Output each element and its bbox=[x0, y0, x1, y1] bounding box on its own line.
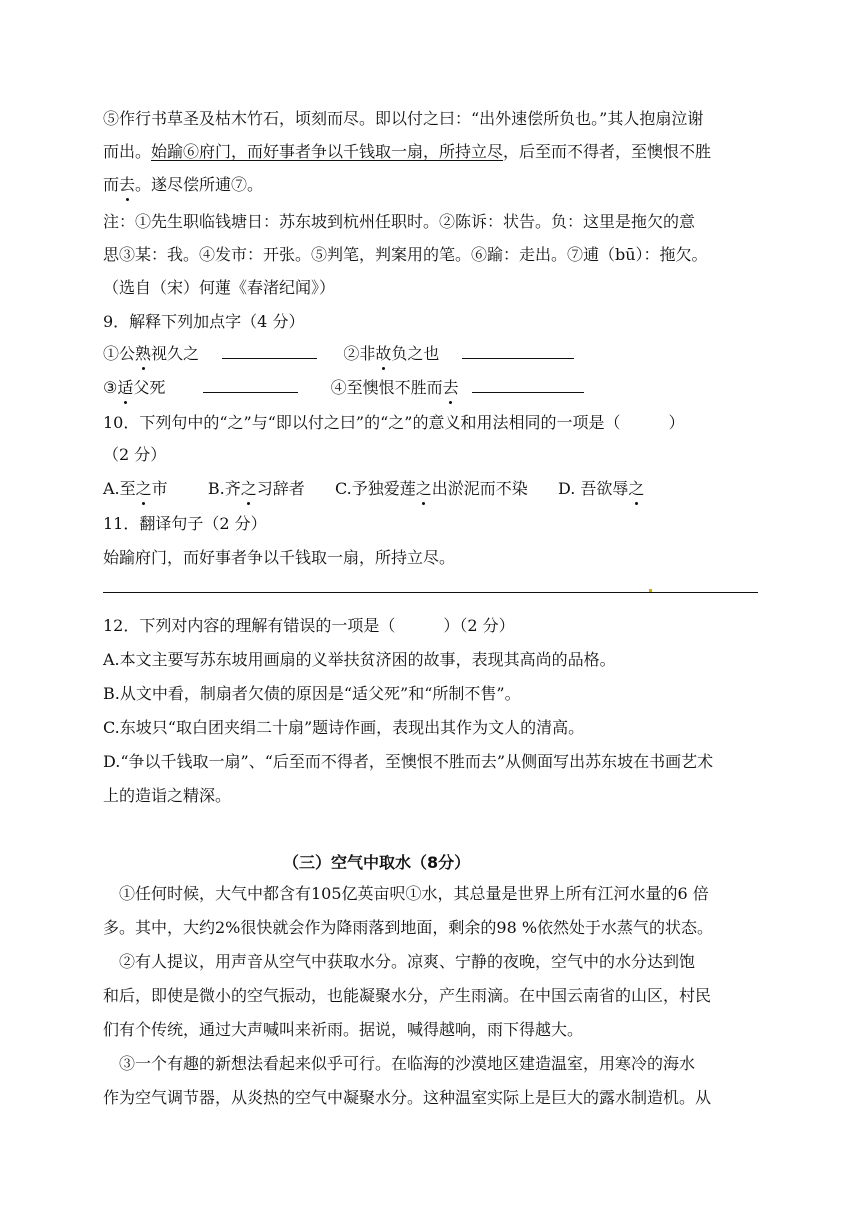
notes-line: （选自（宋）何蓮《春渚纪闻》） bbox=[103, 278, 336, 297]
item-text: 父死 bbox=[133, 378, 166, 397]
item-text: ③ bbox=[103, 378, 118, 397]
paragraph-line: ③一个有趣的新想法看起来似乎可行。在临海的沙漠地区建造温室，用寒冷的海水 bbox=[119, 1054, 696, 1073]
dotted-character: 之 bbox=[628, 479, 645, 498]
underlined-sentence: 始踰⑥府门，而好事者争以千钱取一扇，所持立尽 bbox=[151, 142, 504, 161]
question-9-title: 9．解释下列加点字（4 分） bbox=[103, 312, 305, 331]
stray-mark bbox=[649, 589, 652, 592]
question-10-options bbox=[103, 478, 644, 500]
option-text: A.至 bbox=[103, 479, 136, 498]
item-text: ④至懊恨不胜而 bbox=[330, 378, 443, 397]
answer-blank[interactable] bbox=[472, 378, 584, 393]
question-9-row-2 bbox=[103, 377, 584, 399]
dotted-character: 之 bbox=[415, 479, 432, 498]
option-b[interactable] bbox=[208, 479, 305, 498]
question-9-row-1 bbox=[103, 343, 574, 365]
option-text: 习辞者 bbox=[256, 479, 305, 498]
paragraph-line: 们有个传统，通过大声喊叫来祈雨。据说，喊得越响，雨下得越大。 bbox=[103, 1020, 584, 1039]
option-d[interactable]: D.“争以千钱取一扇”、“后至而不得者，至懊恨不胜而去”从侧面写出苏东坡在书画艺术 bbox=[103, 752, 714, 771]
option-c[interactable] bbox=[335, 479, 528, 498]
passage-line: ⑤作行书草圣及枯木竹石，顷刻而尽。即以付之曰：“出外速偿所负也。”其人抱扇泣谢 bbox=[103, 109, 704, 128]
passage-line bbox=[103, 174, 263, 196]
passage-text: 而出。 bbox=[103, 142, 152, 161]
option-a[interactable] bbox=[103, 479, 168, 498]
passage-line bbox=[103, 141, 711, 163]
notes-line: 注：①先生职临钱塘日：苏东坡到杭州任职时。②陈诉：状告。负：这里是拖欠的意 bbox=[103, 212, 696, 231]
answer-blank[interactable] bbox=[222, 344, 317, 359]
answer-blank[interactable] bbox=[462, 344, 574, 359]
answer-line[interactable] bbox=[103, 592, 758, 593]
section-heading: （三）空气中取水（8分） bbox=[283, 853, 471, 872]
answer-blank[interactable] bbox=[203, 378, 298, 393]
option-text: D. 吾欲辱 bbox=[557, 479, 629, 498]
dotted-character: 故 bbox=[375, 344, 392, 363]
option-d-continued: 上的造诣之精深。 bbox=[103, 786, 232, 805]
dotted-character: 之 bbox=[240, 479, 257, 498]
passage-text: 。遂尽偿所逋⑦。 bbox=[135, 175, 264, 194]
paragraph-line: ①任何时候，大气中都含有105亿英亩呎①水，其总量是世界上所有江河水量的6 倍 bbox=[119, 884, 709, 903]
dotted-character: 去 bbox=[442, 378, 459, 397]
option-text: 出淤泥而不染 bbox=[431, 479, 528, 498]
passage-text: 而 bbox=[103, 175, 120, 194]
question-11-title: 11．翻译句子（2 分） bbox=[103, 514, 267, 533]
dotted-character: 之 bbox=[135, 479, 152, 498]
question-11-sentence: 始踰府门，而好事者争以千钱取一扇，所持立尽。 bbox=[103, 548, 456, 567]
question-12-title: 12．下列对内容的理解有错误的一项是（ ）（2 分） bbox=[103, 616, 515, 635]
dotted-character: 熟 bbox=[135, 344, 152, 363]
option-c[interactable]: C.东坡只“取白团夹绢二十扇”题诗作画，表现出其作为文人的清高。 bbox=[103, 718, 585, 737]
dotted-character: 去 bbox=[119, 175, 136, 194]
question-10-title: 10．下列句中的“之”与“即以付之曰”的“之”的意义和用法相同的一项是（ ） bbox=[103, 413, 685, 432]
notes-line: 思③某：我。④发市：开张。⑤判笔，判案用的笔。⑥踰：走出。⑦逋（bū）：拖欠。 bbox=[103, 245, 708, 264]
option-text: B.齐 bbox=[207, 479, 241, 498]
paragraph-line: 和后，即使是微小的空气振动，也能凝聚水分，产生雨滴。在中国云南省的山区，村民 bbox=[103, 986, 712, 1005]
question-10-score: （2 分） bbox=[103, 445, 167, 464]
option-b[interactable]: B.从文中看，制扇者欠债的原因是“适父死”和“所制不售”。 bbox=[103, 684, 521, 703]
option-text: C.予独爱莲 bbox=[334, 479, 416, 498]
dotted-character: 适 bbox=[117, 378, 134, 397]
paragraph-line: 作为空气调节器，从炎热的空气中凝聚水分。这种温室实际上是巨大的露水制造机。从 bbox=[103, 1088, 712, 1107]
paragraph-line: 多。其中，大约2%很快就会作为降雨落到地面，剩余的98 %依然处于水蒸气的状态。 bbox=[103, 918, 714, 937]
item-text: ②非 bbox=[343, 344, 376, 363]
item-text: ①公 bbox=[103, 344, 136, 363]
option-a[interactable]: A.本文主要写苏东坡用画扇的义举扶贫济困的故事，表现其高尚的品格。 bbox=[103, 650, 616, 669]
passage-text: ，后至而不得者，至懊恨不胜 bbox=[503, 142, 712, 161]
paragraph-line: ②有人提议，用声音从空气中获取水分。凉爽、宁静的夜晚，空气中的水分达到饱 bbox=[119, 952, 696, 971]
item-text: 视久之 bbox=[151, 344, 200, 363]
option-text: 市 bbox=[151, 479, 168, 498]
item-text: 负之也 bbox=[391, 344, 440, 363]
option-d[interactable] bbox=[558, 479, 644, 498]
